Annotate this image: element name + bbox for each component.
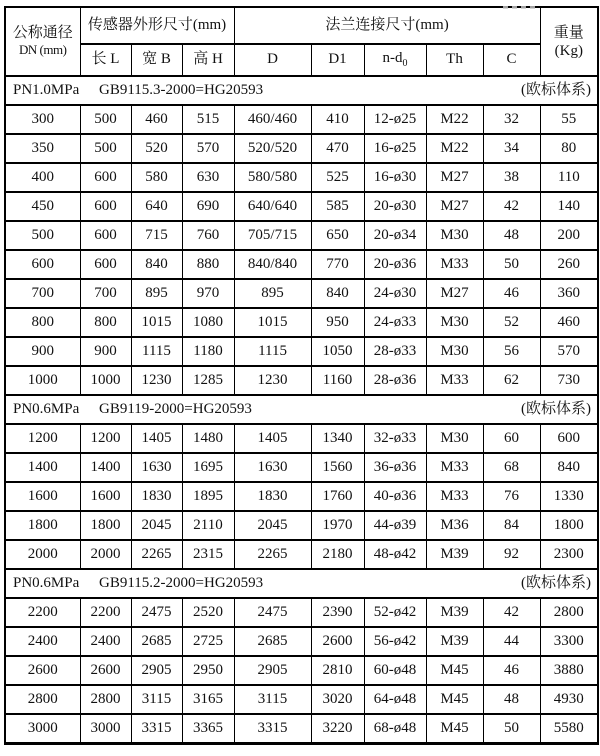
table-cell: 1480	[182, 424, 234, 453]
table-cell: 895	[131, 279, 182, 308]
table-header	[5, 7, 598, 76]
table-cell: 360	[540, 279, 598, 308]
table-cell: 44	[483, 627, 540, 656]
table-row	[5, 308, 598, 337]
header-group-sensor-dimensions: 传感器外形尺寸(mm)	[80, 7, 234, 44]
table-cell: 60	[483, 424, 540, 453]
table-cell: 20-ø34	[364, 221, 426, 250]
table-cell: 3315	[131, 714, 182, 743]
table-cell: 42	[483, 192, 540, 221]
table-cell: M27	[426, 163, 483, 192]
table-cell: 2045	[234, 511, 311, 540]
header-col-d1: D1	[311, 44, 364, 76]
table-cell: 640/640	[234, 192, 311, 221]
section-header-content	[6, 401, 597, 418]
table-cell: 1330	[540, 482, 598, 511]
table-cell: 3315	[234, 714, 311, 743]
table-cell: 5580	[540, 714, 598, 743]
section-standard-code: GB9115.2-2000=HG20593	[99, 574, 264, 591]
table-cell: 44-ø39	[364, 511, 426, 540]
table-cell: M30	[426, 221, 483, 250]
table-cell: 350	[5, 134, 80, 163]
table-cell: M39	[426, 598, 483, 627]
table-cell: 3000	[80, 714, 131, 743]
section-standard-code: GB9119-2000=HG20593	[99, 400, 252, 417]
table-cell: 2600	[80, 656, 131, 685]
table-cell: 48	[483, 685, 540, 714]
table-cell: M33	[426, 482, 483, 511]
table-cell: 580	[131, 163, 182, 192]
table-cell: 50	[483, 250, 540, 279]
header-weight-cn: 重量	[553, 24, 584, 41]
table-cell: 840	[540, 453, 598, 482]
table-cell: 880	[182, 250, 234, 279]
table-cell: 3365	[182, 714, 234, 743]
table-cell: 1340	[311, 424, 364, 453]
table-cell: 600	[80, 250, 131, 279]
table-cell: 48-ø42	[364, 540, 426, 569]
table-row	[5, 221, 598, 250]
table-cell: 60-ø48	[364, 656, 426, 685]
table-cell: 84	[483, 511, 540, 540]
header-col-length: 长 L	[80, 44, 131, 76]
table-row	[5, 453, 598, 482]
table-cell: 1200	[5, 424, 80, 453]
table-cell: 1000	[5, 366, 80, 395]
table-cell: 2300	[540, 540, 598, 569]
table-cell: 2265	[234, 540, 311, 569]
table-cell: 2800	[5, 685, 80, 714]
table-cell: 515	[182, 105, 234, 134]
table-cell: 2200	[5, 598, 80, 627]
table-row	[5, 192, 598, 221]
table-cell: 20-ø30	[364, 192, 426, 221]
table-cell: 2905	[234, 656, 311, 685]
table-cell: 68	[483, 453, 540, 482]
table-row	[5, 279, 598, 308]
table-cell: 16-ø25	[364, 134, 426, 163]
table-cell: 2905	[131, 656, 182, 685]
table-cell: 3165	[182, 685, 234, 714]
table-cell: 500	[80, 134, 131, 163]
section-pressure-rating: PN1.0MPa	[13, 81, 80, 98]
table-cell: 1970	[311, 511, 364, 540]
table-row	[5, 163, 598, 192]
table-cell: 2400	[5, 627, 80, 656]
table-cell: 3020	[311, 685, 364, 714]
header-col-th: Th	[426, 44, 483, 76]
table-row	[5, 511, 598, 540]
table-cell: 34	[483, 134, 540, 163]
table-cell: 3115	[234, 685, 311, 714]
table-cell: 46	[483, 656, 540, 685]
table-cell: 260	[540, 250, 598, 279]
section-system-note: (欧标体系)	[521, 400, 592, 417]
section-header-row	[5, 395, 598, 424]
table-cell: 20-ø36	[364, 250, 426, 279]
section-header-content	[6, 575, 597, 592]
table-cell: 500	[5, 221, 80, 250]
table-cell: 38	[483, 163, 540, 192]
cropped-watermark-artifact	[503, 6, 539, 9]
table-cell: 650	[311, 221, 364, 250]
table-cell: 1115	[234, 337, 311, 366]
table-cell: 840	[131, 250, 182, 279]
table-cell: 1230	[131, 366, 182, 395]
table-cell: 56-ø42	[364, 627, 426, 656]
table-row	[5, 366, 598, 395]
header-group-flange-dimensions: 法兰连接尺寸(mm)	[234, 7, 540, 44]
table-cell: M33	[426, 453, 483, 482]
table-row	[5, 424, 598, 453]
section-standard-code: GB9115.3-2000=HG20593	[99, 81, 264, 98]
table-cell: M45	[426, 656, 483, 685]
table-cell: 1600	[80, 482, 131, 511]
section-pressure-rating: PN0.6MPa	[13, 574, 80, 591]
table-cell: 3220	[311, 714, 364, 743]
table-cell: 1400	[5, 453, 80, 482]
header-weight	[540, 7, 598, 76]
table-cell: 570	[540, 337, 598, 366]
table-cell: 690	[182, 192, 234, 221]
table-cell: 700	[80, 279, 131, 308]
table-row	[5, 714, 598, 743]
table-cell: 24-ø33	[364, 308, 426, 337]
table-cell: 2800	[540, 598, 598, 627]
header-col-width: 宽 B	[131, 44, 182, 76]
table-cell: 52-ø42	[364, 598, 426, 627]
table-cell: 80	[540, 134, 598, 163]
section-header-content	[6, 82, 597, 99]
header-nominal-diameter-cn: 公称通径	[12, 24, 73, 41]
table-cell: 1895	[182, 482, 234, 511]
table-cell: 2180	[311, 540, 364, 569]
table-cell: 28-ø33	[364, 337, 426, 366]
table-cell: 1600	[5, 482, 80, 511]
table-cell: M36	[426, 511, 483, 540]
table-cell: 2390	[311, 598, 364, 627]
header-col-n-d0	[364, 44, 426, 76]
table-cell: 3000	[5, 714, 80, 743]
table-cell: 1160	[311, 366, 364, 395]
table-cell: 1015	[131, 308, 182, 337]
table-cell: 76	[483, 482, 540, 511]
table-cell: 2200	[80, 598, 131, 627]
table-cell: 2315	[182, 540, 234, 569]
table-cell: 200	[540, 221, 598, 250]
table-cell: 2475	[234, 598, 311, 627]
table-cell: 1800	[540, 511, 598, 540]
table-cell: 55	[540, 105, 598, 134]
table-cell: 840	[311, 279, 364, 308]
table-cell: 600	[540, 424, 598, 453]
table-cell: 110	[540, 163, 598, 192]
table-cell: 62	[483, 366, 540, 395]
table-cell: 600	[80, 163, 131, 192]
table-cell: 630	[182, 163, 234, 192]
table-cell: 64-ø48	[364, 685, 426, 714]
section-system-note: (欧标体系)	[521, 574, 592, 591]
table-cell: 2000	[5, 540, 80, 569]
table-cell: 2800	[80, 685, 131, 714]
table-cell: 1050	[311, 337, 364, 366]
table-cell: 1000	[80, 366, 131, 395]
table-cell: 4930	[540, 685, 598, 714]
table-cell: 2045	[131, 511, 182, 540]
table-cell: 56	[483, 337, 540, 366]
table-cell: M45	[426, 714, 483, 743]
table-cell: 1830	[131, 482, 182, 511]
table-cell: M27	[426, 192, 483, 221]
table-cell: M33	[426, 366, 483, 395]
table-cell: 2000	[80, 540, 131, 569]
table-cell: 48	[483, 221, 540, 250]
table-cell: 1800	[5, 511, 80, 540]
table-cell: 300	[5, 105, 80, 134]
table-cell: 16-ø30	[364, 163, 426, 192]
table-cell: 46	[483, 279, 540, 308]
section-pressure-rating: PN0.6MPa	[13, 400, 80, 417]
table-cell: 2685	[131, 627, 182, 656]
dimension-spec-table	[4, 6, 599, 745]
table-row	[5, 627, 598, 656]
table-cell: 1695	[182, 453, 234, 482]
table-cell: 1830	[234, 482, 311, 511]
table-cell: 460/460	[234, 105, 311, 134]
table-cell: 2725	[182, 627, 234, 656]
table-cell: 950	[311, 308, 364, 337]
table-cell: 500	[80, 105, 131, 134]
table-cell: 585	[311, 192, 364, 221]
table-cell: 1080	[182, 308, 234, 337]
table-cell: 2520	[182, 598, 234, 627]
table-row	[5, 482, 598, 511]
table-cell: 92	[483, 540, 540, 569]
table-cell: 12-ø25	[364, 105, 426, 134]
table-cell: M39	[426, 627, 483, 656]
section-system-note: (欧标体系)	[521, 81, 592, 98]
table-cell: 570	[182, 134, 234, 163]
table-cell: 410	[311, 105, 364, 134]
table-body	[5, 76, 598, 743]
table-cell: 1800	[80, 511, 131, 540]
table-cell: 2950	[182, 656, 234, 685]
table-cell: 32	[483, 105, 540, 134]
table-cell: 140	[540, 192, 598, 221]
table-row	[5, 656, 598, 685]
table-cell: M30	[426, 337, 483, 366]
table-cell: 2475	[131, 598, 182, 627]
table-cell: 1230	[234, 366, 311, 395]
table-cell: 520/520	[234, 134, 311, 163]
section-header-row	[5, 76, 598, 105]
table-cell: 1560	[311, 453, 364, 482]
table-cell: 600	[5, 250, 80, 279]
table-cell: 400	[5, 163, 80, 192]
table-cell: 32-ø33	[364, 424, 426, 453]
table-cell: 2685	[234, 627, 311, 656]
table-cell: 900	[80, 337, 131, 366]
table-cell: 600	[80, 192, 131, 221]
table-cell: 840/840	[234, 250, 311, 279]
table-cell: 470	[311, 134, 364, 163]
table-cell: 2810	[311, 656, 364, 685]
table-cell: 800	[80, 308, 131, 337]
table-cell: 2400	[80, 627, 131, 656]
table-row	[5, 105, 598, 134]
table-row	[5, 540, 598, 569]
table-cell: 730	[540, 366, 598, 395]
section-header-cell	[5, 569, 598, 598]
table-cell: M30	[426, 424, 483, 453]
table-cell: M39	[426, 540, 483, 569]
table-cell: 2265	[131, 540, 182, 569]
table-cell: 3115	[131, 685, 182, 714]
table-cell: 1760	[311, 482, 364, 511]
table-cell: 24-ø30	[364, 279, 426, 308]
table-cell: 460	[540, 308, 598, 337]
table-cell: 600	[80, 221, 131, 250]
table-cell: 900	[5, 337, 80, 366]
table-cell: 800	[5, 308, 80, 337]
table-cell: 895	[234, 279, 311, 308]
table-cell: 2600	[5, 656, 80, 685]
header-col-d: D	[234, 44, 311, 76]
table-cell: 28-ø36	[364, 366, 426, 395]
table-cell: 705/715	[234, 221, 311, 250]
table-cell: M22	[426, 134, 483, 163]
table-cell: 1115	[131, 337, 182, 366]
table-cell: M30	[426, 308, 483, 337]
table-cell: 970	[182, 279, 234, 308]
table-cell: 1630	[234, 453, 311, 482]
table-cell: 52	[483, 308, 540, 337]
table-cell: 1015	[234, 308, 311, 337]
table-row	[5, 685, 598, 714]
table-cell: 450	[5, 192, 80, 221]
header-nominal-diameter-unit: DN (mm)	[19, 42, 67, 58]
header-col-n-d0-base: n-d	[382, 50, 403, 67]
table-cell: 770	[311, 250, 364, 279]
table-cell: 36-ø36	[364, 453, 426, 482]
table-cell: 1405	[234, 424, 311, 453]
table-row	[5, 134, 598, 163]
table-cell: 3880	[540, 656, 598, 685]
table-cell: 68-ø48	[364, 714, 426, 743]
table-cell: 1285	[182, 366, 234, 395]
header-col-n-d0-sub: 0	[402, 58, 408, 70]
table-cell: 525	[311, 163, 364, 192]
table-cell: M22	[426, 105, 483, 134]
table-row	[5, 250, 598, 279]
table-cell: 520	[131, 134, 182, 163]
table-cell: 1400	[80, 453, 131, 482]
table-cell: 760	[182, 221, 234, 250]
table-cell: 50	[483, 714, 540, 743]
table-cell: 715	[131, 221, 182, 250]
header-weight-unit: (Kg)	[554, 42, 583, 59]
section-header-cell	[5, 76, 598, 105]
header-nominal-diameter	[5, 7, 80, 76]
header-col-height: 高 H	[182, 44, 234, 76]
header-col-c: C	[483, 44, 540, 76]
table-cell: 3300	[540, 627, 598, 656]
table-cell: 1180	[182, 337, 234, 366]
table-cell: 2110	[182, 511, 234, 540]
table-cell: 460	[131, 105, 182, 134]
section-header-cell	[5, 395, 598, 424]
table-cell: 40-ø36	[364, 482, 426, 511]
table-cell: M27	[426, 279, 483, 308]
table-row	[5, 337, 598, 366]
table-cell: 1630	[131, 453, 182, 482]
table-cell: 1405	[131, 424, 182, 453]
table-cell: 700	[5, 279, 80, 308]
table-cell: 640	[131, 192, 182, 221]
section-header-row	[5, 569, 598, 598]
table-cell: 1200	[80, 424, 131, 453]
table-cell: M33	[426, 250, 483, 279]
table-cell: 42	[483, 598, 540, 627]
table-cell: 580/580	[234, 163, 311, 192]
table-cell: 2600	[311, 627, 364, 656]
table-row	[5, 598, 598, 627]
table-cell: M45	[426, 685, 483, 714]
